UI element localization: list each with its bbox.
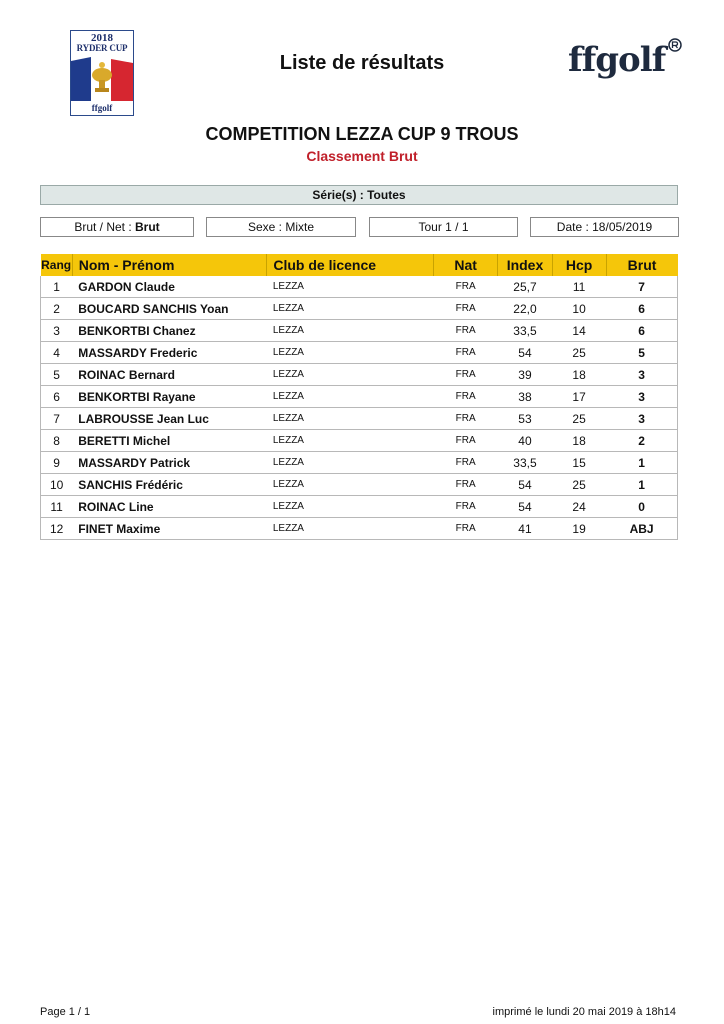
cell-nom: LABROUSSE Jean Luc	[72, 408, 267, 430]
cell-club: LEZZA	[267, 386, 434, 408]
cell-nom: BENKORTBI Chanez	[72, 320, 267, 342]
cell-index: 54	[498, 474, 552, 496]
cell-hcp: 24	[552, 496, 606, 518]
brut-net-label: Brut / Net :	[74, 220, 132, 234]
page-title: Liste de résultats	[279, 52, 445, 74]
cell-brut: 1	[606, 452, 677, 474]
cell-nom: SANCHIS Frédéric	[72, 474, 267, 496]
table-row	[41, 364, 678, 386]
header-nom: Nom - Prénom	[72, 254, 267, 276]
cell-index: 39	[498, 364, 552, 386]
cell-club: LEZZA	[267, 452, 434, 474]
cell-club: LEZZA	[267, 364, 434, 386]
tour-value: Tour 1 / 1	[418, 220, 469, 234]
print-timestamp: imprimé le lundi 20 mai 2019 à 18h14	[492, 1006, 676, 1018]
ryder-cup-year: 2018	[91, 32, 113, 44]
cell-hcp: 18	[552, 430, 606, 452]
ryder-cup-brand: ffgolf	[91, 103, 113, 113]
cell-nom: ROINAC Line	[72, 496, 267, 518]
table-row	[41, 496, 678, 518]
cell-hcp: 25	[552, 408, 606, 430]
cell-nat: FRA	[433, 342, 498, 364]
sexe-label: Sexe :	[247, 220, 282, 234]
cell-rang: 4	[41, 342, 73, 364]
cell-nom: GARDON Claude	[72, 276, 267, 298]
table-row	[41, 408, 678, 430]
header-hcp: Hcp	[552, 254, 606, 276]
cell-hcp: 15	[552, 452, 606, 474]
brut-net-value: Brut	[135, 220, 160, 234]
cell-club: LEZZA	[267, 276, 434, 298]
cell-brut: 7	[606, 276, 677, 298]
cell-brut: 2	[606, 430, 677, 452]
cell-index: 25,7	[498, 276, 552, 298]
date-value: Date : 18/05/2019	[556, 220, 653, 234]
cell-brut: 0	[606, 496, 677, 518]
cell-index: 41	[498, 518, 552, 540]
cell-brut: ABJ	[606, 518, 677, 540]
cell-club: LEZZA	[267, 496, 434, 518]
cell-nom: BOUCARD SANCHIS Yoan	[72, 298, 267, 320]
ffgolf-logo: ffgolf	[568, 40, 666, 80]
cell-index: 33,5	[498, 320, 552, 342]
cell-club: LEZZA	[267, 408, 434, 430]
cell-brut: 3	[606, 408, 677, 430]
date-box	[530, 217, 679, 237]
ffgolf-registered-icon	[668, 38, 682, 52]
cell-index: 54	[498, 496, 552, 518]
cell-hcp: 18	[552, 364, 606, 386]
cell-nat: FRA	[433, 452, 498, 474]
cell-club: LEZZA	[267, 342, 434, 364]
cell-nom: BERETTI Michel	[72, 430, 267, 452]
cell-rang: 7	[41, 408, 73, 430]
cell-nat: FRA	[433, 496, 498, 518]
cell-rang: 8	[41, 430, 73, 452]
cell-rang: 12	[41, 518, 73, 540]
cell-index: 33,5	[498, 452, 552, 474]
cell-nom: FINET Maxime	[72, 518, 267, 540]
table-row	[41, 342, 678, 364]
cell-nat: FRA	[433, 364, 498, 386]
cell-hcp: 10	[552, 298, 606, 320]
cell-nat: FRA	[433, 430, 498, 452]
cell-nom: ROINAC Bernard	[72, 364, 267, 386]
cell-club: LEZZA	[267, 430, 434, 452]
table-row	[41, 386, 678, 408]
cell-nat: FRA	[433, 474, 498, 496]
cell-rang: 9	[41, 452, 73, 474]
cell-hcp: 11	[552, 276, 606, 298]
cell-rang: 2	[41, 298, 73, 320]
table-row	[41, 298, 678, 320]
tour-box	[369, 217, 518, 237]
header-club: Club de licence	[267, 254, 434, 276]
cell-rang: 11	[41, 496, 73, 518]
sexe-value: Mixte	[285, 220, 315, 234]
competition-title: COMPETITION LEZZA CUP 9 TROUS	[205, 124, 519, 144]
brut-net-box	[40, 217, 194, 237]
cell-brut: 5	[606, 342, 677, 364]
cell-index: 53	[498, 408, 552, 430]
ryder-cup-name: RYDER CUP	[76, 43, 128, 53]
cell-hcp: 19	[552, 518, 606, 540]
cell-nat: FRA	[433, 320, 498, 342]
header-rang: Rang	[41, 254, 73, 276]
header-index: Index	[498, 254, 552, 276]
cell-nat: FRA	[433, 276, 498, 298]
page-number: Page 1 / 1	[40, 1006, 91, 1018]
cell-rang: 6	[41, 386, 73, 408]
cell-nom: BENKORTBI Rayane	[72, 386, 267, 408]
cell-club: LEZZA	[267, 320, 434, 342]
cell-nat: FRA	[433, 518, 498, 540]
cell-nom: MASSARDY Patrick	[72, 452, 267, 474]
table-header-row	[41, 254, 678, 276]
cell-nat: FRA	[433, 408, 498, 430]
competition-subtitle: Classement Brut	[306, 148, 418, 164]
cell-hcp: 25	[552, 474, 606, 496]
table-row	[41, 518, 678, 540]
cell-club: LEZZA	[267, 298, 434, 320]
series-bar: Série(s) : Toutes	[40, 185, 678, 205]
cell-brut: 6	[606, 320, 677, 342]
header-brut: Brut	[606, 254, 677, 276]
cell-brut: 1	[606, 474, 677, 496]
cell-rang: 5	[41, 364, 73, 386]
sexe-box	[206, 217, 356, 237]
cell-nom: MASSARDY Frederic	[72, 342, 267, 364]
table-row	[41, 452, 678, 474]
cell-brut: 6	[606, 298, 677, 320]
cell-club: LEZZA	[267, 474, 434, 496]
cell-nat: FRA	[433, 386, 498, 408]
cell-index: 22,0	[498, 298, 552, 320]
cell-brut: 3	[606, 364, 677, 386]
cell-index: 40	[498, 430, 552, 452]
header-nat: Nat	[433, 254, 498, 276]
cell-club: LEZZA	[267, 518, 434, 540]
results-table	[40, 254, 678, 540]
cell-rang: 1	[41, 276, 73, 298]
cell-hcp: 17	[552, 386, 606, 408]
cell-nat: FRA	[433, 298, 498, 320]
table-row	[41, 320, 678, 342]
table-row	[41, 474, 678, 496]
table-row	[41, 430, 678, 452]
table-row	[41, 276, 678, 298]
cell-index: 38	[498, 386, 552, 408]
cell-index: 54	[498, 342, 552, 364]
cell-hcp: 14	[552, 320, 606, 342]
cell-rang: 10	[41, 474, 73, 496]
cell-hcp: 25	[552, 342, 606, 364]
cell-rang: 3	[41, 320, 73, 342]
cell-brut: 3	[606, 386, 677, 408]
